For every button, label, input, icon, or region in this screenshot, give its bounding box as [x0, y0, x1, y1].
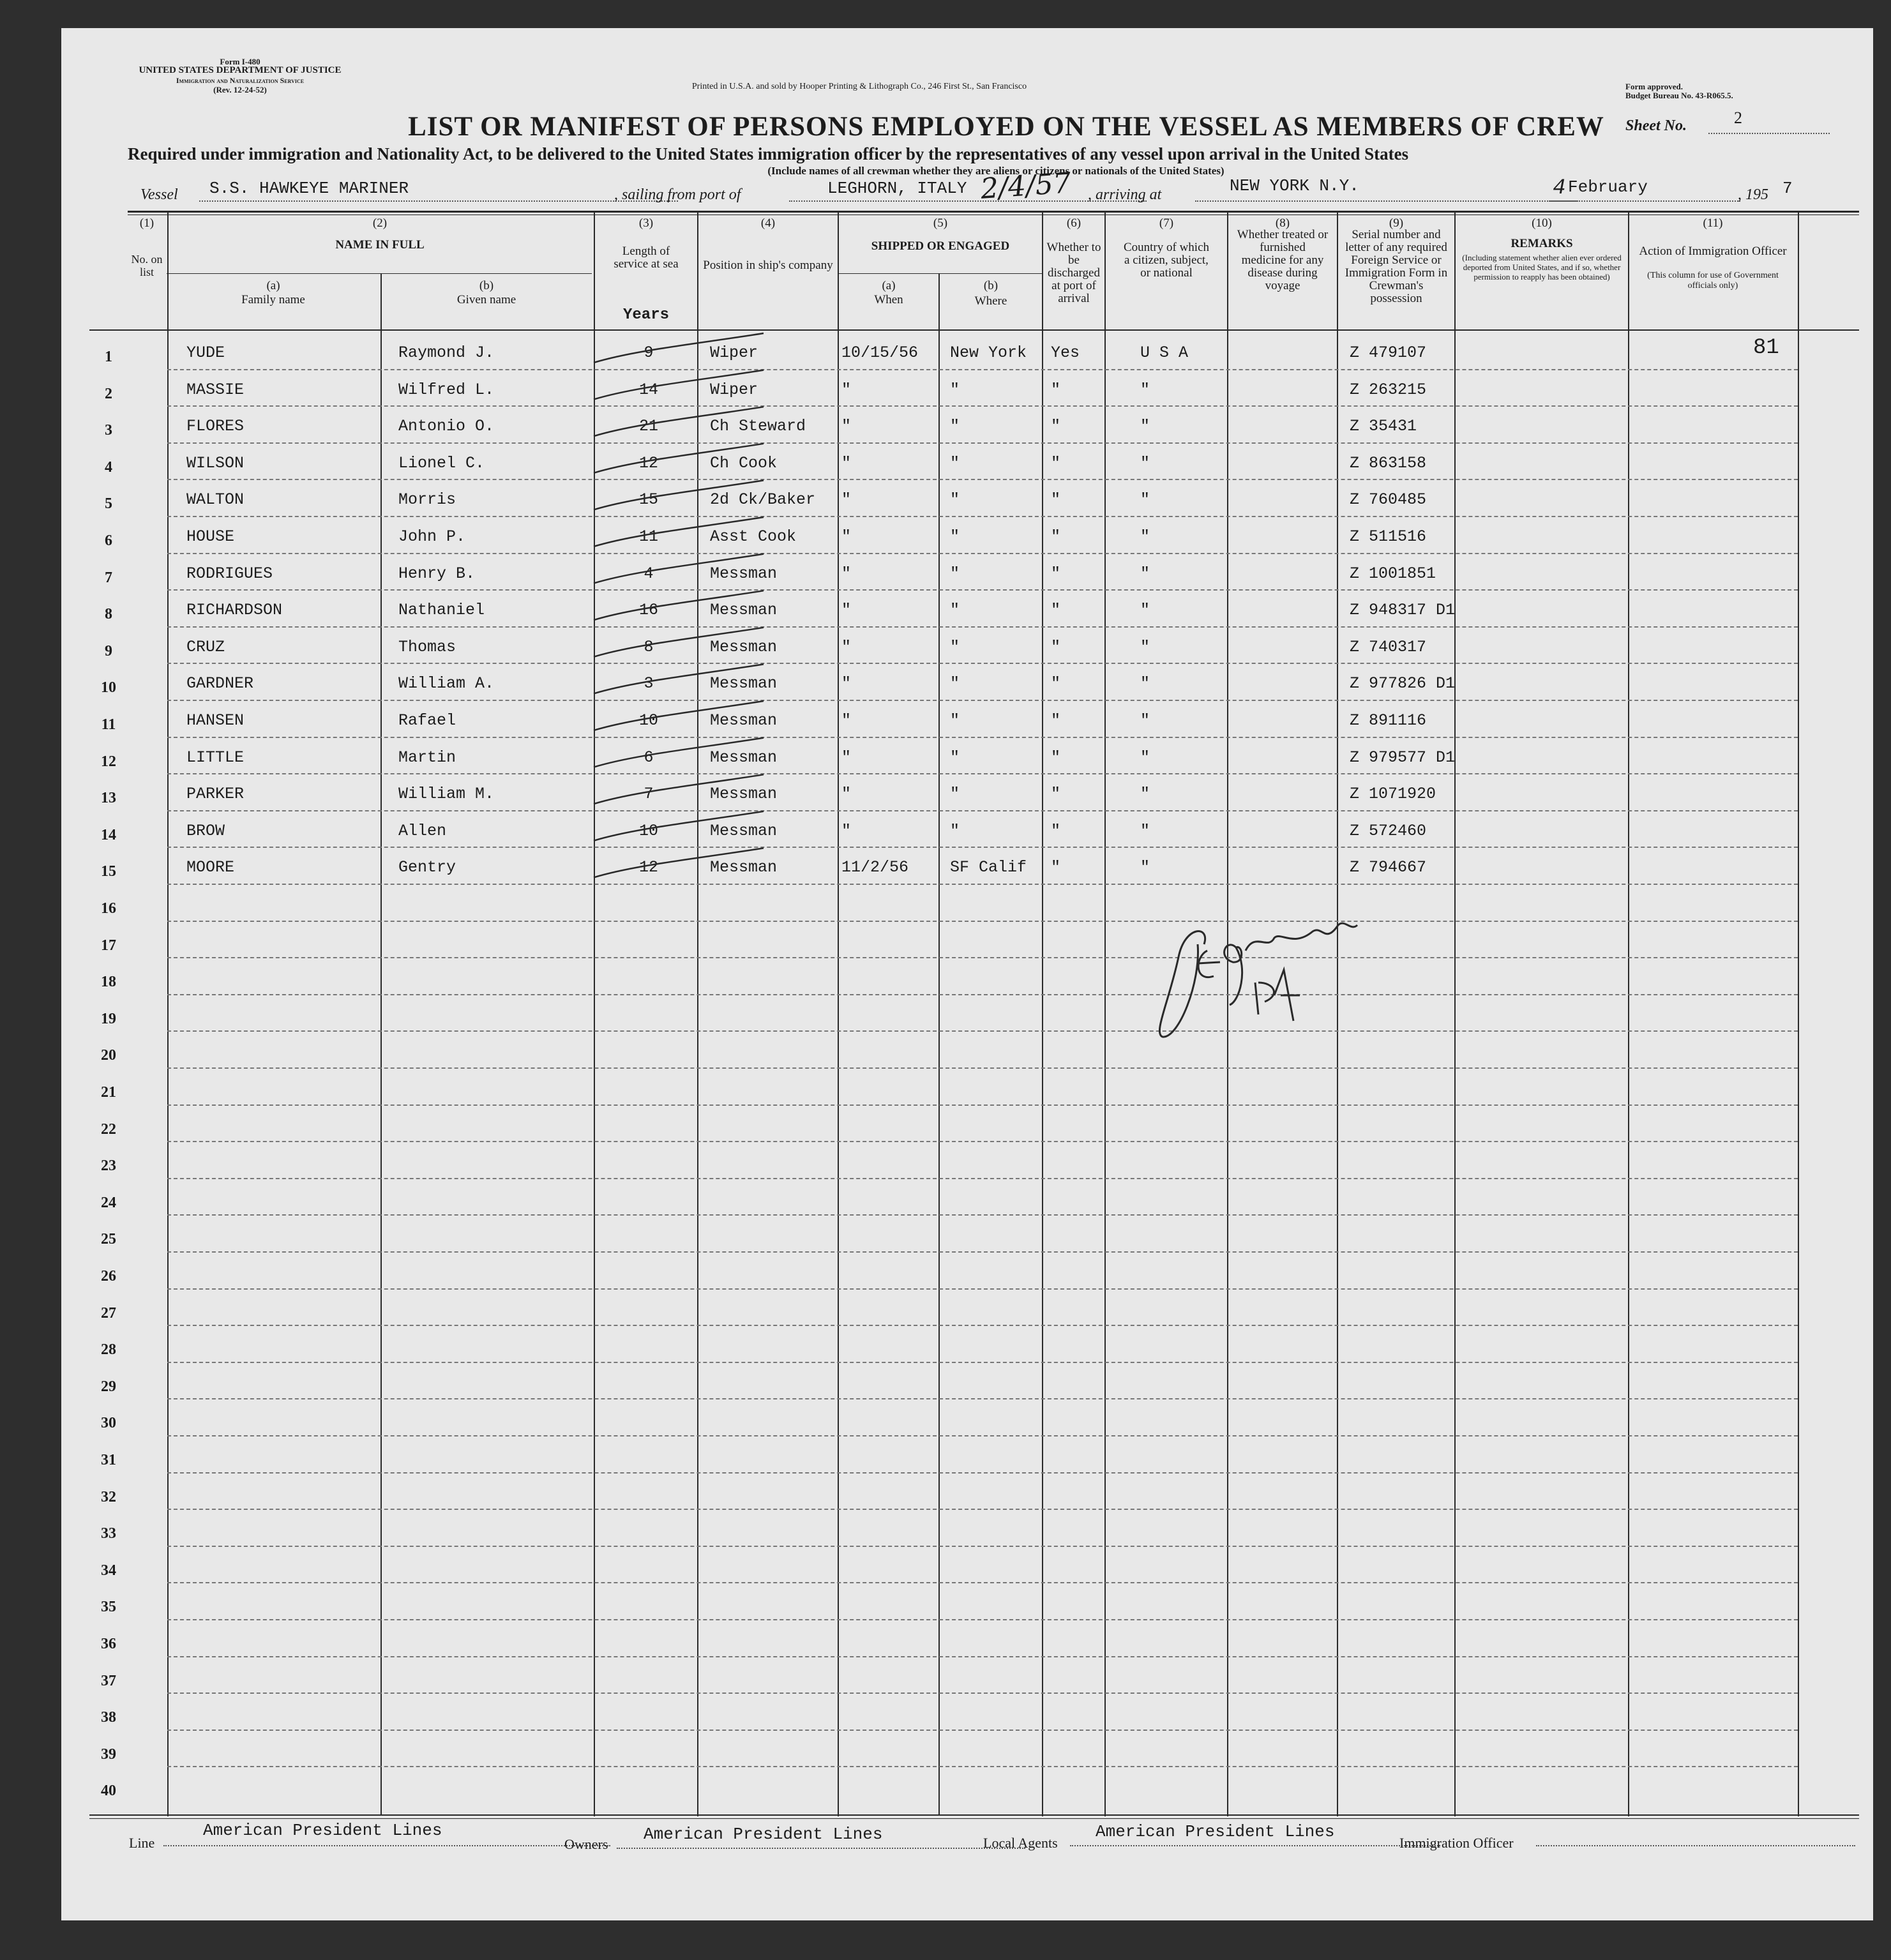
cell-serial: Z 35431	[1350, 417, 1417, 436]
cell-when: "	[841, 490, 852, 509]
col5a-letter: (a)	[882, 279, 896, 292]
cell-where: "	[950, 527, 960, 546]
cell-when: "	[841, 637, 852, 656]
line-value: American President Lines	[203, 1821, 442, 1840]
row-number: 40	[101, 1783, 116, 1800]
col10-number: (10)	[1532, 216, 1552, 230]
col7-number: (7)	[1159, 216, 1174, 230]
agents-label: Local Agents	[983, 1835, 1058, 1851]
handwritten-marks	[61, 28, 1873, 1920]
col2-header: NAME IN FULL	[335, 238, 425, 252]
tally-mark	[594, 738, 764, 767]
cell-where: New York	[950, 343, 1027, 362]
row-number: 8	[105, 606, 112, 623]
row-number: 9	[105, 642, 112, 660]
row-number: 22	[101, 1120, 116, 1138]
cell-family: PARKER	[186, 785, 245, 804]
tally-mark	[594, 554, 764, 584]
col8-number: (8)	[1275, 216, 1290, 230]
arrival-day: 4	[1553, 176, 1566, 200]
cell-family: BROW	[186, 821, 225, 840]
row-number: 28	[101, 1341, 116, 1359]
cell-position: Ch Steward	[710, 417, 806, 436]
cell-years: 6	[644, 748, 654, 767]
cell-serial: Z 863158	[1350, 453, 1427, 472]
cell-given: Thomas	[398, 637, 456, 656]
signature-text: J E Grogan	[1293, 1046, 1297, 1047]
cell-years: 12	[638, 453, 658, 472]
service: Immigration and Naturalization Service	[176, 76, 305, 85]
row-number: 35	[101, 1599, 116, 1616]
cell-family: FLORES	[186, 417, 245, 436]
tally-mark	[594, 407, 764, 436]
col3-number: (3)	[638, 216, 654, 230]
row-number: 10	[101, 679, 116, 697]
agents-underline	[1070, 1845, 1440, 1846]
cell-where: "	[950, 748, 960, 767]
cell-when: "	[841, 785, 852, 804]
cell-where: "	[950, 637, 960, 656]
cell-discharged: "	[1051, 564, 1061, 583]
col1-header: No. on list	[131, 253, 163, 278]
cell-where: "	[950, 490, 960, 509]
cell-serial: Z 1071920	[1350, 785, 1436, 804]
cell-when: "	[841, 748, 852, 767]
cell-position: Messman	[710, 748, 778, 767]
cell-years: 11	[638, 527, 658, 546]
row-number: 15	[101, 863, 116, 880]
cell-country: "	[1140, 417, 1150, 436]
cell-family: MASSIE	[186, 380, 245, 399]
cell-position: Messman	[710, 711, 778, 730]
cell-discharged: "	[1051, 601, 1061, 620]
col6-header: Whether to be discharged at port of arrival	[1046, 241, 1101, 305]
revision: (Rev. 12-24-52)	[213, 85, 267, 94]
col3-unit: Years	[622, 306, 669, 324]
tally-mark	[594, 480, 764, 509]
cell-country: "	[1140, 674, 1150, 693]
row-number: 25	[101, 1231, 116, 1248]
row-number: 30	[101, 1415, 116, 1432]
tally-mark	[594, 628, 764, 657]
printer-note: Printed in U.S.A. and sold by Hooper Printing & Lithograph Co., 246 First St., San Francisco	[691, 82, 1027, 91]
col1-number: (1)	[139, 216, 154, 230]
row-number: 37	[101, 1672, 116, 1689]
cell-when: 10/15/56	[841, 343, 919, 362]
row-number: 26	[101, 1268, 116, 1285]
cell-position: Messman	[710, 785, 778, 804]
cell-given: Rafael	[398, 711, 456, 730]
col5-header: SHIPPED OR ENGAGED	[871, 239, 1010, 253]
cell-when: "	[841, 380, 852, 399]
cell-country: "	[1140, 601, 1150, 620]
vessel-label: Vessel	[140, 186, 178, 203]
cell-family: RICHARDSON	[186, 601, 283, 620]
cell-given: Nathaniel	[398, 601, 485, 620]
cell-family: HANSEN	[186, 711, 245, 730]
vessel-name: S.S. HAWKEYE MARINER	[209, 179, 409, 198]
cell-discharged: "	[1051, 527, 1061, 546]
row-number: 38	[101, 1709, 116, 1726]
department: UNITED STATES DEPARTMENT OF JUSTICE	[139, 65, 342, 75]
cell-family: WALTON	[186, 490, 245, 509]
col10-header: REMARKS	[1511, 237, 1573, 250]
cell-discharged: "	[1051, 637, 1061, 656]
cell-discharged: Yes	[1051, 343, 1080, 362]
row-number: 27	[101, 1304, 116, 1322]
row-number: 16	[101, 900, 116, 917]
row-number: 5	[105, 495, 112, 513]
tally-mark	[594, 333, 764, 363]
tally-mark	[594, 848, 764, 877]
cell-serial: Z 511516	[1350, 527, 1427, 546]
cell-when: "	[841, 711, 852, 730]
row-number: 7	[105, 569, 112, 586]
cell-position: Messman	[710, 564, 778, 583]
cell-given: Morris	[398, 490, 456, 509]
cell-serial: Z 740317	[1350, 637, 1427, 656]
cell-when: "	[841, 417, 852, 436]
cell-when: "	[841, 601, 852, 620]
cell-where: "	[950, 380, 960, 399]
col9-number: (9)	[1389, 216, 1404, 230]
row-number: 36	[101, 1636, 116, 1652]
cell-position: Asst Cook	[710, 527, 797, 546]
year-prefix: , 195	[1738, 186, 1768, 203]
col6-number: (6)	[1066, 216, 1081, 230]
cell-serial: Z 263215	[1350, 380, 1427, 399]
cell-given: Henry B.	[398, 564, 476, 583]
owners-label: Owners	[564, 1836, 608, 1852]
cell-discharged: "	[1051, 417, 1061, 436]
col2b-letter: (b)	[479, 279, 494, 292]
cell-position: 2d Ck/Baker	[710, 490, 816, 509]
cell-years: 12	[638, 858, 658, 877]
cell-position: Messman	[710, 674, 778, 693]
cell-years: 7	[644, 785, 654, 804]
cell-serial: Z 979577 D1	[1350, 748, 1456, 767]
form-note: (Include names of all crewman whether they are aliens or citizens or nationals of the United States)	[767, 165, 1224, 177]
year-digit: 7	[1782, 179, 1793, 198]
cell-years: 3	[644, 674, 654, 693]
row-number: 17	[101, 937, 116, 954]
cell-given: William A.	[398, 674, 495, 693]
col4-number: (4)	[760, 216, 776, 230]
col10-note: (Including statement whether alien ever ordered deported from United States, and if so, whether permission to reapply has been obtained)	[1462, 253, 1622, 282]
cell-position: Ch Cook	[710, 453, 778, 472]
owners-underline	[617, 1848, 1025, 1849]
cell-country: "	[1140, 748, 1150, 767]
cell-serial: Z 794667	[1350, 858, 1427, 877]
cell-country: "	[1140, 821, 1150, 840]
line-label: Line	[129, 1835, 155, 1851]
tally-mark	[594, 811, 764, 841]
cell-country: U S A	[1140, 343, 1189, 362]
cell-given: Lionel C.	[398, 453, 485, 472]
tally-mark	[594, 444, 764, 473]
row-number: 19	[101, 1010, 116, 1027]
cell-when: "	[841, 564, 852, 583]
sailing-handwritten-date: 2/4/57	[979, 167, 1073, 206]
col2a-letter: (a)	[266, 279, 280, 292]
cell-when: "	[841, 674, 852, 693]
cell-family: LITTLE	[186, 748, 245, 767]
cell-serial: Z 760485	[1350, 490, 1427, 509]
cell-country: "	[1140, 637, 1150, 656]
col2-number: (2)	[372, 216, 388, 230]
col2a-header: Family name	[241, 293, 305, 306]
cell-position: Wiper	[710, 343, 758, 362]
row-number: 18	[101, 974, 116, 991]
cell-family: WILSON	[186, 453, 245, 472]
cell-family: MOORE	[186, 858, 235, 877]
cell-years: 9	[644, 343, 654, 362]
sailing-label: , sailing from port of	[614, 186, 741, 203]
row-number: 14	[101, 826, 116, 843]
cell-serial: Z 891116	[1350, 711, 1427, 730]
cell-where: "	[950, 711, 960, 730]
cell-discharged: "	[1051, 490, 1061, 509]
cell-where: "	[950, 785, 960, 804]
cell-discharged: "	[1051, 748, 1061, 767]
col3-header: Length of service at sea	[614, 245, 679, 271]
col7-header: Country of which a citizen, subject, or national	[1123, 241, 1210, 280]
cell-given: Antonio O.	[398, 417, 495, 436]
cell-position: Messman	[710, 601, 778, 620]
tally-mark	[594, 664, 764, 693]
cell-given: Martin	[398, 748, 456, 767]
cell-position: Messman	[710, 858, 778, 877]
cell-years: 8	[644, 637, 654, 656]
cell-discharged: "	[1051, 785, 1061, 804]
cell-position: Messman	[710, 637, 778, 656]
arriving-label: , arriving at	[1088, 186, 1162, 203]
cell-family: RODRIGUES	[186, 564, 273, 583]
row-number: 23	[101, 1157, 116, 1175]
cell-where: "	[950, 821, 960, 840]
line-underline	[163, 1845, 610, 1846]
cell-country: "	[1140, 785, 1150, 804]
cell-given: Allen	[398, 821, 447, 840]
cell-position: Messman	[710, 821, 778, 840]
cell-serial: Z 948317 D1	[1350, 601, 1456, 620]
col4-header: Position in ship's company	[703, 259, 833, 272]
sheet-number: 2	[1734, 109, 1742, 127]
row-number: 4	[105, 458, 112, 476]
row-number: 32	[101, 1488, 116, 1505]
cell-country: "	[1140, 453, 1150, 472]
cell-country: "	[1140, 711, 1150, 730]
tally-mark	[594, 591, 764, 620]
cell-when: "	[841, 453, 852, 472]
cell-where: "	[950, 453, 960, 472]
cell-country: "	[1140, 490, 1150, 509]
cell-where: "	[950, 674, 960, 693]
cell-where: "	[950, 564, 960, 583]
row-number: 39	[101, 1745, 116, 1763]
immigration-officer-label: Immigration Officer	[1399, 1835, 1514, 1851]
cell-given: John P.	[398, 527, 466, 546]
row-number: 2	[105, 385, 112, 402]
cell-given: Wilfred L.	[398, 380, 495, 399]
arriving-port: NEW YORK N.Y.	[1230, 176, 1359, 195]
cell-years: 10	[638, 711, 658, 730]
tally-mark	[594, 370, 764, 400]
arrival-month: February	[1568, 177, 1648, 197]
cell-serial: Z 572460	[1350, 821, 1427, 840]
cell-serial: Z 977826 D1	[1350, 674, 1456, 693]
cell-family: GARDNER	[186, 674, 254, 693]
sheet-label: Sheet No.	[1625, 117, 1687, 134]
col11-number: (11)	[1703, 216, 1723, 230]
cell-years: 10	[638, 821, 658, 840]
cell-discharged: "	[1051, 674, 1061, 693]
col5b-letter: (b)	[983, 279, 998, 292]
col5a-header: When	[874, 293, 903, 306]
cell-discharged: "	[1051, 453, 1061, 472]
col9-header: Serial number and letter of any required Foreign Service or Immigration Form in Crewman's possession	[1345, 228, 1448, 305]
officer-underline	[1536, 1845, 1855, 1846]
col8-header: Whether treated or furnished medicine for any disease during voyage	[1237, 228, 1329, 292]
col11-note: (This column for use of Government officials only)	[1647, 271, 1779, 290]
row-number: 12	[101, 753, 116, 770]
row-number: 13	[101, 790, 116, 807]
cell-given: Raymond J.	[398, 343, 495, 362]
approval-note: Form approved.	[1625, 82, 1684, 91]
cell-serial: Z 479107	[1350, 343, 1427, 362]
cell-country: "	[1140, 380, 1150, 399]
cell-country: "	[1140, 527, 1150, 546]
cell-country: "	[1140, 564, 1150, 583]
owners-value: American President Lines	[644, 1825, 883, 1844]
cell-when: "	[841, 527, 852, 546]
cell-family: YUDE	[186, 343, 225, 362]
row-number: 24	[101, 1194, 116, 1211]
cell-discharged: "	[1051, 858, 1061, 877]
row-number: 1	[105, 349, 112, 365]
tally-mark	[594, 774, 764, 804]
budget-note: Budget Bureau No. 43-R065.5.	[1625, 91, 1733, 100]
form-title: LIST OR MANIFEST OF PERSONS EMPLOYED ON THE VESSEL AS MEMBERS OF CREW	[408, 112, 1604, 142]
cell-discharged: "	[1051, 711, 1061, 730]
cell-country: "	[1140, 858, 1150, 877]
form-number: Form I-480	[220, 57, 260, 66]
cell-years: 4	[644, 564, 654, 583]
row-number: 31	[101, 1452, 116, 1468]
row-number: 29	[101, 1378, 116, 1395]
cell-where: "	[950, 601, 960, 620]
form-subtitle: Required under immigration and Nationality Act, to be delivered to the United States immigration officer by the representatives of any vessel upon arrival in the United States	[128, 144, 1409, 163]
row-number: 21	[101, 1084, 116, 1101]
cell-given: Gentry	[398, 858, 456, 877]
cell-discharged: "	[1051, 821, 1061, 840]
cell-where: SF Calif	[950, 858, 1027, 877]
tally-mark	[594, 701, 764, 730]
signature	[1083, 887, 1415, 1066]
tally-mark	[594, 517, 764, 547]
manifest-sheet	[61, 28, 1873, 1920]
cell-years: 16	[638, 601, 658, 620]
row-number: 6	[105, 532, 112, 549]
cell-given: William M.	[398, 785, 495, 804]
col2b-header: Given name	[456, 293, 516, 306]
cell-when: 11/2/56	[841, 858, 909, 877]
cell-serial: Z 1001851	[1350, 564, 1436, 583]
cell-years: 21	[638, 417, 658, 436]
agents-value: American President Lines	[1096, 1822, 1335, 1841]
cell-where: "	[950, 417, 960, 436]
cell-family: HOUSE	[186, 527, 235, 546]
col11-header: Action of Immigration Officer	[1639, 245, 1787, 258]
cell-discharged: "	[1051, 380, 1061, 399]
row-number: 34	[101, 1562, 116, 1579]
cell-years: 14	[638, 380, 658, 399]
col5-number: (5)	[933, 216, 948, 230]
row-number: 33	[101, 1525, 116, 1542]
cell-years: 15	[638, 490, 658, 509]
row-number: 11	[101, 716, 116, 733]
cell-action: 81	[1753, 336, 1779, 360]
sailing-port: LEGHORN, ITALY	[827, 179, 967, 198]
row-number: 3	[105, 422, 112, 439]
cell-position: Wiper	[710, 380, 758, 399]
col5b-header: Where	[974, 294, 1007, 308]
row-number: 20	[101, 1047, 116, 1064]
cell-family: CRUZ	[186, 637, 225, 656]
cell-when: "	[841, 821, 852, 840]
